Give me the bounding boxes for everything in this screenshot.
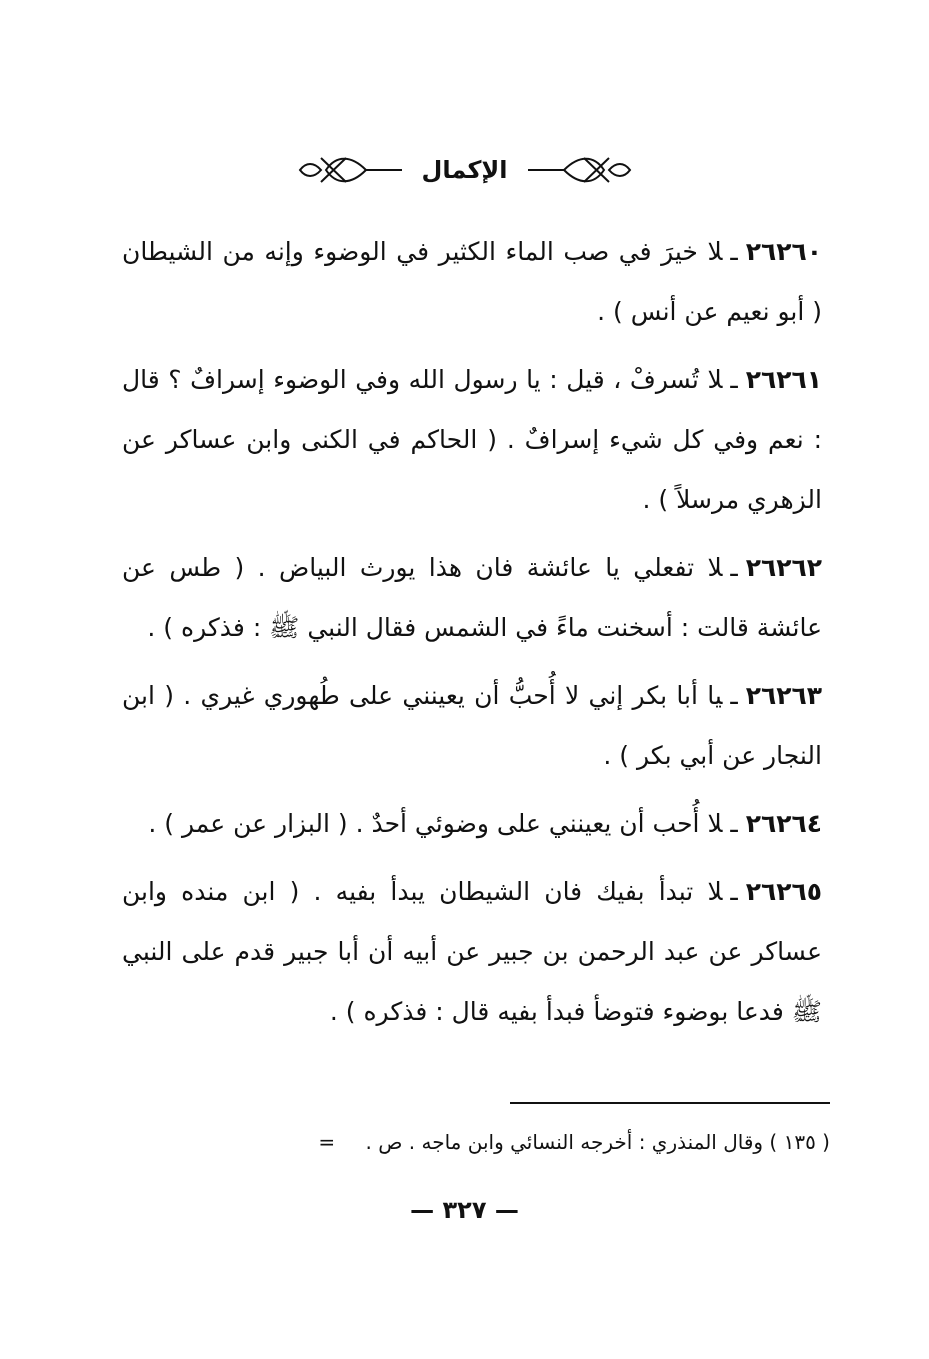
footnote-text: ( ١٣٥ ) وقال المنذري : أخرجه النسائي وابن ماجه . ص . [365,1130,830,1154]
footnote-marker: = [318,1130,336,1154]
hadith-item: ٢٦٢٦٤ـلا أُحب أن يعينني على وضوئي أحدٌ . ( البزار عن عمر ) . [148,809,822,838]
hadith-item: ٢٦٢٦١ـلا تُسرفْ ، قيل : يا رسول الله وفي الوضوء إسرافٌ ؟ قال : نعم وفي كل شيء إسرافٌ . ( الحاكم في الكنى وابن عساكر عن الزهري مرسلاً ) . [122,365,822,514]
hadith-item: ٢٦٢٦٠ـلا خيرَ في صب الماء الكثير في الوضوء وإنه من الشيطان ( أبو نعيم عن أنس ) . [122,237,822,326]
hadith-text: لا خيرَ في صب الماء الكثير في الوضوء وإنه من الشيطان ( أبو نعيم عن أنس ) . [122,237,822,326]
ornament-right-icon [524,150,634,190]
hadith-text: لا تفعلي يا عائشة فان هذا يورث البياض . ( طس عن عائشة قالت : أسخنت ماءً في الشمس فقال النبي ﷺ : فذكره ) . [122,553,822,642]
hadith-text: لا تبدأ بفيك فان الشيطان يبدأ بفيه . ( ابن منده وابن عساكر عن عبد الرحمن بن جبير عن أبيه أن أبا جبير قدم على النبي ﷺ فدعا بوضوء فتوضأ فبدأ بفيه قال : فذكره ) . [122,877,822,1026]
ornament-left-icon [296,150,406,190]
page-header [0,140,929,200]
page-number: — ٣٢٧ — [410,1196,519,1224]
hadith-list [122,222,822,1050]
hadith-item: ٢٦٢٦٥ـلا تبدأ بفيك فان الشيطان يبدأ بفيه . ( ابن منده وابن عساكر عن عبد الرحمن بن جبير عن أبيه أن أبا جبير قدم على النبي ﷺ فدعا بوضوء فتوضأ فبدأ بفيه قال : فذكره ) . [122,877,822,1026]
hadith-number: ٢٦٢٦٣ [745,681,822,710]
footnote-divider [510,1102,830,1104]
page-title: الإكمال [421,156,508,184]
hadith-number: ٢٦٢٦٢ [745,553,822,582]
footnote [180,1124,830,1160]
hadith-number: ٢٦٢٦٥ [745,877,822,906]
hadith-item: ٢٦٢٦٣ـيا أبا بكر إني لا أُحبُّ أن يعينني على طُهوري غيري . ( ابن النجار عن أبي بكر ) . [122,681,822,770]
hadith-item: ٢٦٢٦٢ـلا تفعلي يا عائشة فان هذا يورث البياض . ( طس عن عائشة قالت : أسخنت ماءً في الشمس فقال النبي ﷺ : فذكره ) . [122,553,822,642]
hadith-number: ٢٦٢٦٠ [745,237,822,266]
hadith-text: لا أُحب أن يعينني على وضوئي أحدٌ . ( البزار عن عمر ) . [148,809,723,838]
hadith-number: ٢٦٢٦١ [745,365,822,394]
hadith-text: لا تُسرفْ ، قيل : يا رسول الله وفي الوضوء إسرافٌ ؟ قال : نعم وفي كل شيء إسرافٌ . ( الحاكم في الكنى وابن عساكر عن الزهري مرسلاً ) . [122,365,822,514]
hadith-text: يا أبا بكر إني لا أُحبُّ أن يعينني على طُهوري غيري . ( ابن النجار عن أبي بكر ) . [122,681,822,770]
hadith-number: ٢٦٢٦٤ [745,809,822,838]
